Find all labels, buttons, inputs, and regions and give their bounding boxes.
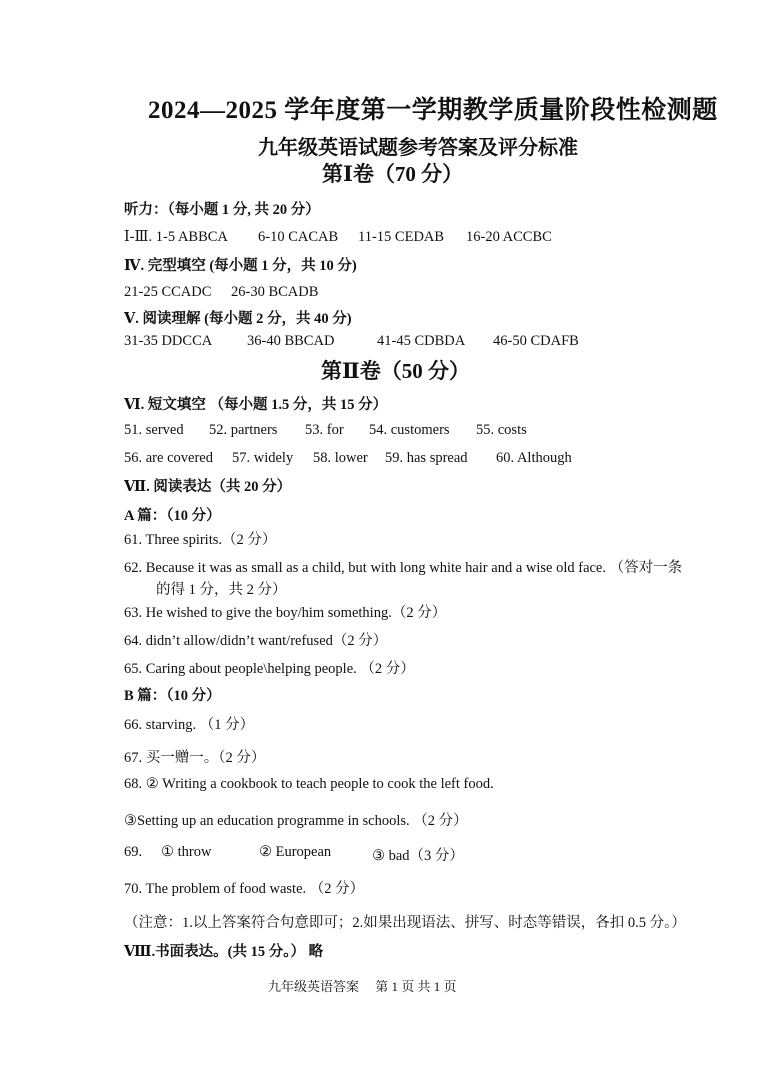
q62-line1: 62. Because it was as small as a child, but with long white hair and a wise old face. （答对一条 (124, 560, 683, 576)
document-subtitle: 九年级英语试题参考答案及评分标准 (258, 137, 578, 159)
q51: 51. served (124, 422, 184, 438)
q54: 54. customers (369, 422, 450, 438)
part2-heading: 第Ⅱ卷（50 分） (321, 359, 470, 383)
reading-answer-4: 46-50 CDAFB (493, 333, 579, 349)
cloze-answer-2: 26-30 BCADB (231, 284, 319, 300)
listening-answer-3: 11-15 CEDAB (358, 229, 445, 245)
reading-answer-1: 31-35 DDCCA (124, 333, 213, 349)
q53: 53. for (305, 422, 344, 438)
document-title: 2024—2025 学年度第一学期教学质量阶段性检测题 (148, 97, 718, 124)
q60: 60. Although (496, 450, 572, 466)
q69-label: 69. (124, 844, 143, 860)
listening-heading: 听力：（每小题 1 分, 共 20 分） (124, 202, 320, 218)
cloze-answer-1: 21-25 CCADC (124, 284, 212, 300)
q61: 61. Three spirits.（2 分） (124, 532, 277, 548)
grading-note: （注意：1.以上答案符合句意即可；2.如果出现语法、拼写、时态等错误，各扣 0.5 分。） (124, 915, 686, 931)
q69-answer-2: ② European (259, 844, 332, 860)
q58: 58. lower (313, 450, 368, 466)
reading-heading: Ⅴ. 阅读理解 (每小题 2 分，共 40 分) (124, 311, 352, 327)
q52: 52. partners (209, 422, 278, 438)
q67: 67. 买一赠一。（2 分） (124, 750, 266, 766)
passage-b-heading: B 篇：（10 分） (124, 688, 221, 704)
listening-answer-2: 6-10 CACAB (258, 229, 339, 245)
q66: 66. starving. （1 分） (124, 717, 255, 733)
page-footer: 九年级英语答案 第 1 页 共 1 页 (268, 979, 457, 994)
q56: 56. are covered (124, 450, 213, 466)
q68-line1: 68. ② Writing a cookbook to teach people to cook the left food. (124, 776, 494, 792)
q70: 70. The problem of food waste. （2 分） (124, 881, 365, 897)
listening-answer-4: 16-20 ACCBC (466, 229, 552, 245)
part1-heading: 第Ⅰ卷（70 分） (322, 162, 464, 186)
reading-answer-3: 41-45 CDBDA (377, 333, 466, 349)
q59: 59. has spread (385, 450, 468, 466)
passage-a-heading: A 篇：（10 分） (124, 508, 221, 524)
q55: 55. costs (476, 422, 527, 438)
q68-line2: ③Setting up an education programme in schools. （2 分） (124, 813, 468, 829)
q63: 63. He wished to give the boy/him something.（2 分） (124, 605, 447, 621)
section7-heading: Ⅶ. 阅读表达（共 20 分） (124, 479, 292, 495)
q57: 57. widely (232, 450, 294, 466)
reading-answer-2: 36-40 BBCAD (247, 333, 335, 349)
q64: 64. didn’t allow/didn’t want/refused（2 分） (124, 633, 388, 649)
listening-answer-1: Ⅰ-Ⅲ. 1-5 ABBCA (124, 229, 228, 245)
section6-heading: Ⅵ. 短文填空 （每小题 1.5 分，共 15 分） (124, 397, 388, 413)
section8-heading: Ⅷ.书面表达。(共 15 分。） 略 (124, 944, 324, 960)
q62-line2: 的得 1 分，共 2 分） (156, 582, 287, 598)
q69-answer-1: ① throw (161, 844, 212, 860)
q69-answer-3: ③ bad（3 分） (372, 848, 464, 864)
q65: 65. Caring about people\helping people. （2 分） (124, 661, 415, 677)
cloze-heading: Ⅳ. 完型填空 (每小题 1 分，共 10 分) (124, 258, 357, 274)
